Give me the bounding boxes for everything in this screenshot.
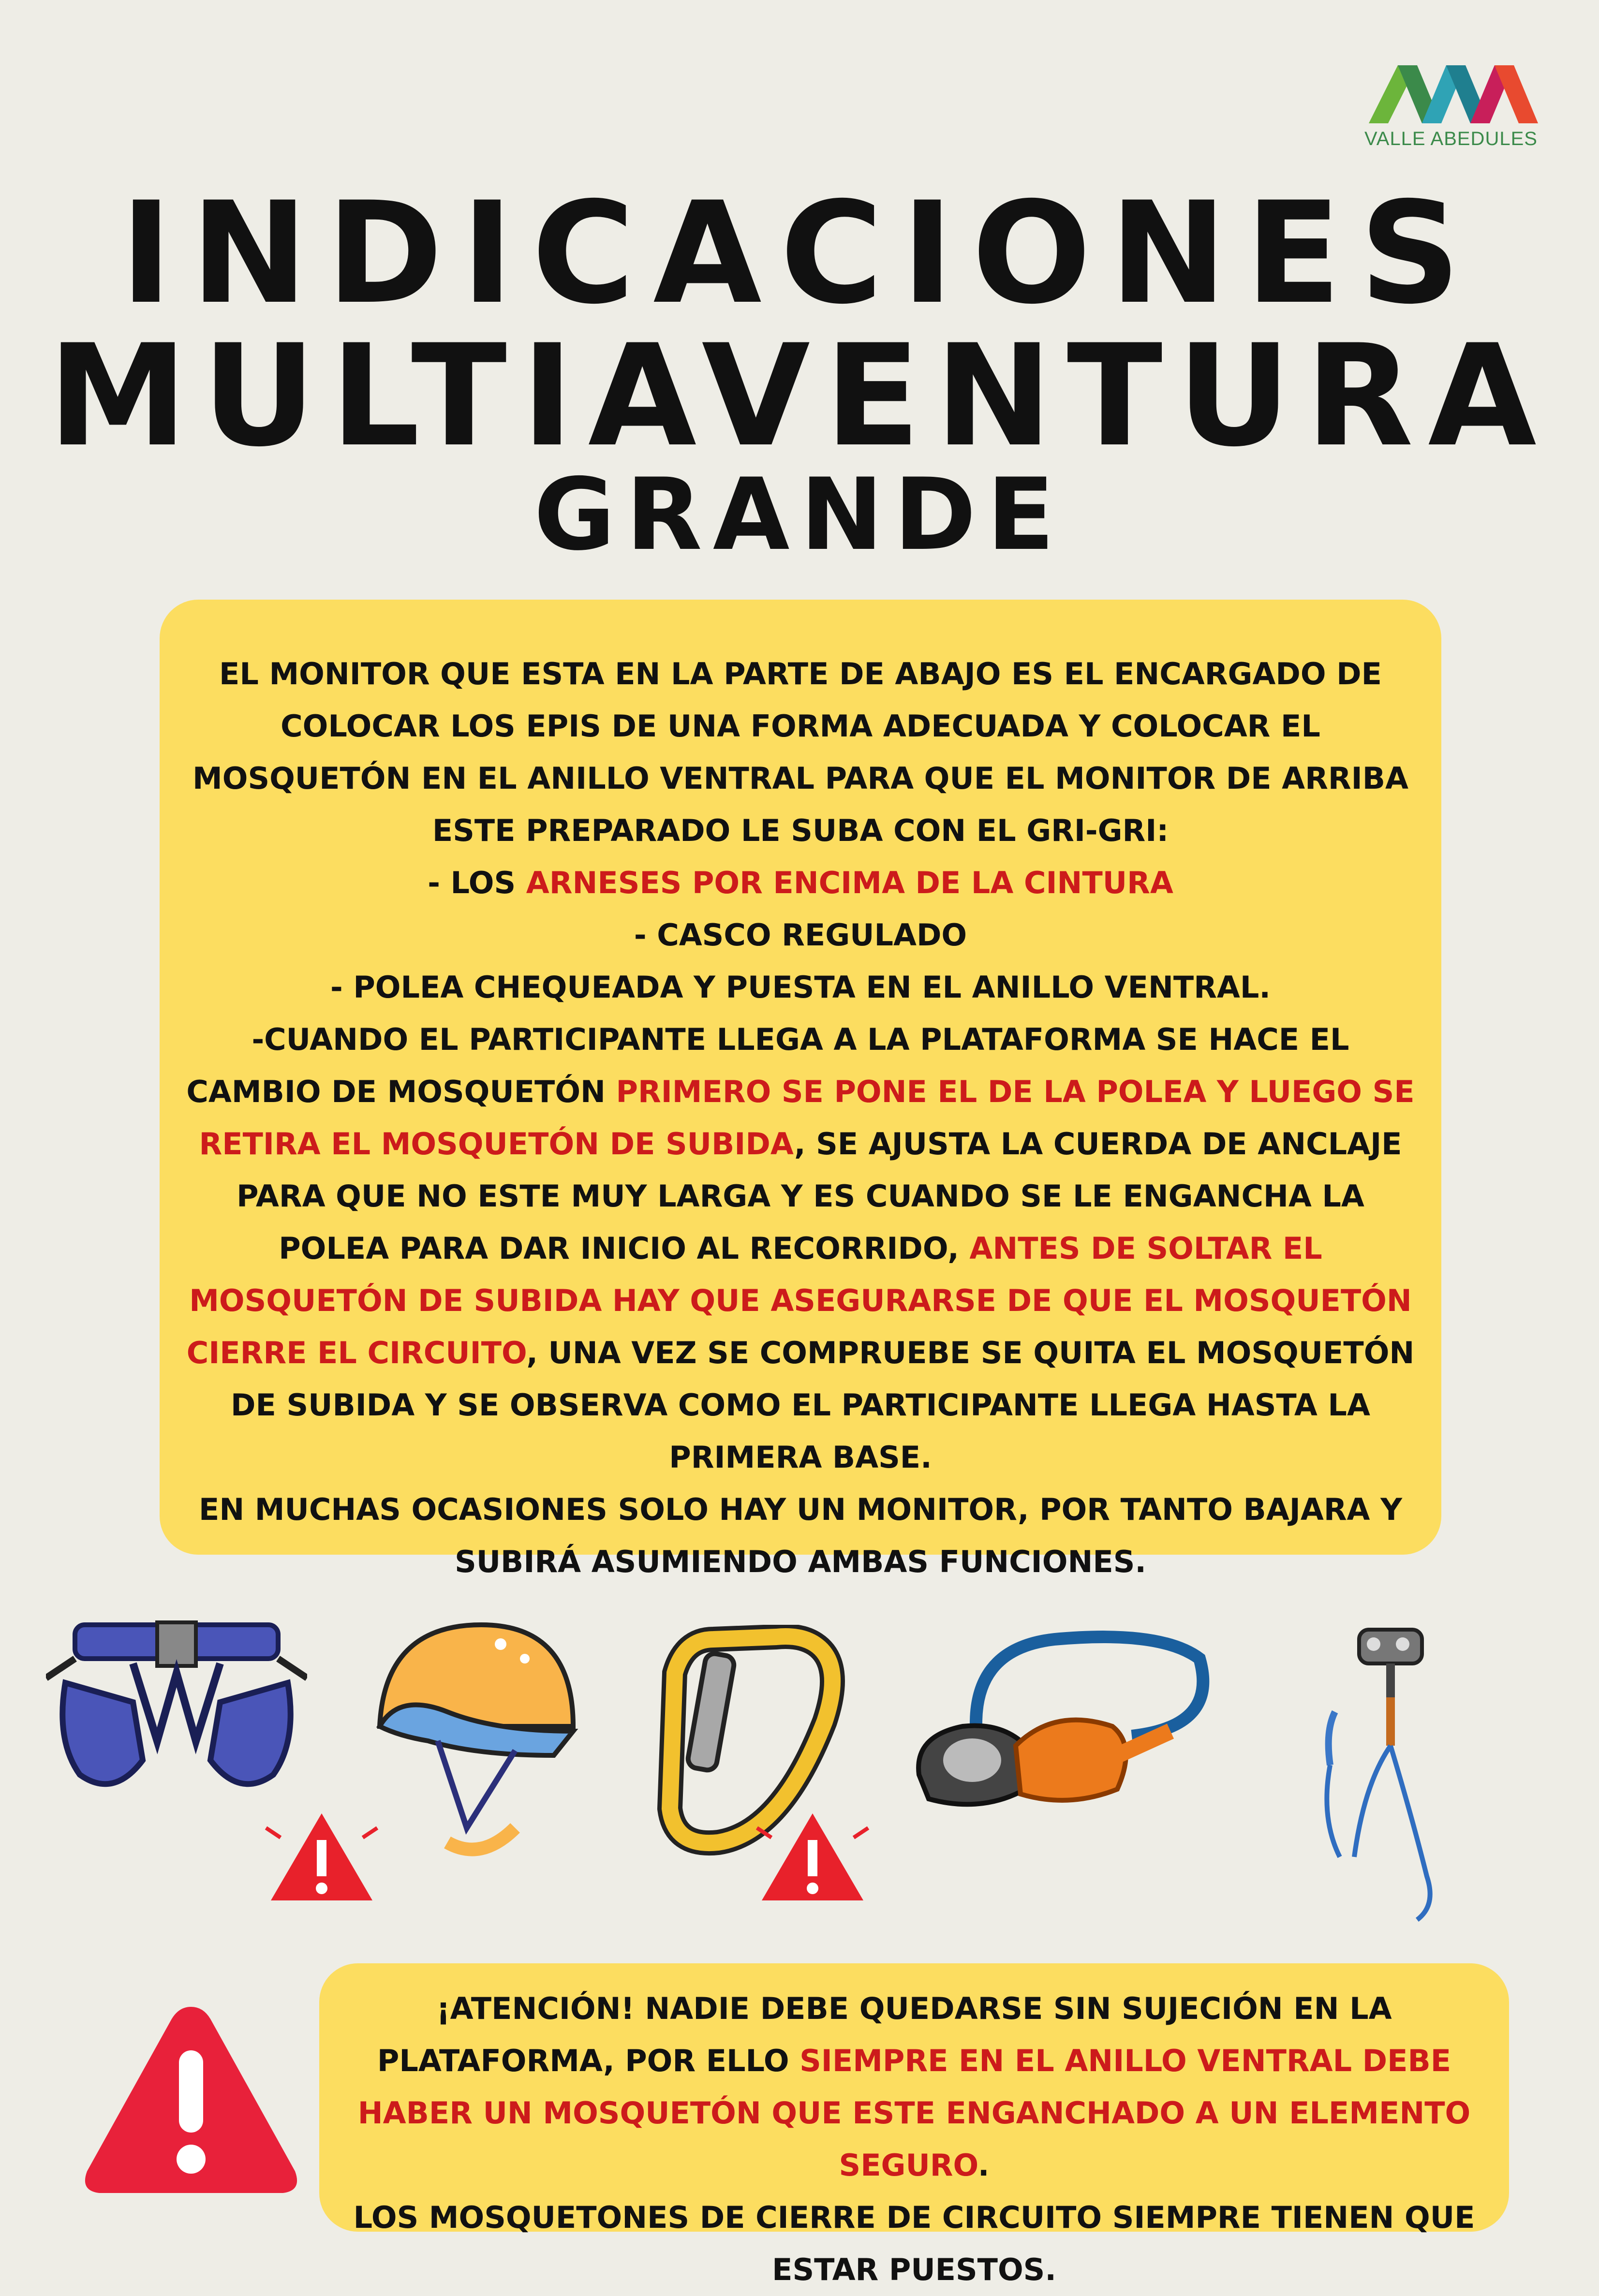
logo	[1359, 56, 1543, 152]
title-line-1: INDICACIONES	[120, 172, 1479, 335]
title-line-2: MULTIAVENTURA	[48, 315, 1551, 478]
platform-paragraph	[184, 1014, 1417, 1484]
intro-paragraph: EL MONITOR QUE ESTA EN LA PARTE DE ABAJO ES EL ENCARGADO DE COLOCAR LOS EPIS DE UNA FORMA ADECUADA Y COLOCAR EL MOSQUETÓN EN EL ANILLO VENTRAL PARA QUE EL MONITOR DE ARRIBA ESTE PREPARADO LE SUBA CON EL GRI-GRI:	[192, 656, 1408, 848]
instructions-text	[184, 648, 1417, 1588]
attention-text-b: .	[977, 2148, 990, 2183]
warning-icon	[747, 1799, 878, 1910]
title-line-3: GRANDE	[533, 457, 1066, 573]
bullet-pulley: - POLEA CHEQUEADA Y PUESTA EN EL ANILLO VENTRAL.	[330, 970, 1271, 1005]
grigri-icon	[909, 1630, 1219, 1833]
attention-box	[319, 1963, 1509, 2287]
bullet-helmet: - CASCO REGULADO	[634, 917, 967, 953]
circuit-carabiner-note: LOS MOSQUETONES DE CIERRE DE CIRCUITO SIEMPRE TIENEN QUE ESTAR PUESTOS.	[353, 2200, 1475, 2287]
attention-paragraph	[339, 1983, 1490, 2192]
platform-text-c: , UNA VEZ SE COMPRUEBE SE QUITA EL MOSQUETÓN DE SUBIDA Y SE OBSERVA COMO EL PARTICIPANTE LLEGA HASTA LA PRIMERA BASE.	[231, 1335, 1415, 1475]
instructions-box	[160, 600, 1441, 1579]
platform-text-b: , SE AJUSTA LA CUERDA DE ANCLAJE PARA QUE NO ESTE MUY LARGA Y ES CUANDO SE LE ENGANCHA LA POLEA PARA DAR INICIO AL RECORRIDO,	[237, 1126, 1402, 1266]
platform-highlight-2: ANTES DE SOLTAR EL MOSQUETÓN DE SUBIDA HAY QUE ASEGURARSE DE QUE EL MOSQUETÓN CIERRE EL CIRCUITO	[186, 1231, 1412, 1370]
bullet-harness-prefix: - LOS	[428, 865, 526, 900]
bullet-harness	[184, 857, 1417, 909]
attention-text-a: ¡ATENCIÓN! NADIE DEBE QUEDARSE SIN SUJECIÓN EN LA PLATAFORMA, POR ELLO	[377, 1991, 1392, 2078]
attention-text	[339, 1983, 1490, 2296]
single-monitor-paragraph: EN MUCHAS OCASIONES SOLO HAY UN MONITOR, POR TANTO BAJARA Y SUBIRÁ ASUMIENDO AMBAS FUNCIONES.	[198, 1492, 1403, 1579]
logo-text: VALLE ABEDULES	[1364, 128, 1538, 149]
warning-icon	[256, 1799, 387, 1910]
bullet-harness-highlight: ARNESES POR ENCIMA DE LA CINTURA	[526, 865, 1173, 900]
helmet-icon	[370, 1615, 588, 1867]
warning-icon	[80, 1997, 302, 2200]
platform-highlight-1: PRIMERO SE PONE EL DE LA POLEA Y LUEGO SE RETIRA EL MOSQUETÓN DE SUBIDA	[199, 1074, 1415, 1162]
platform-text-a: -CUANDO EL PARTICIPANTE LLEGA A LA PLATAFORMA SE HACE EL CAMBIO DE MOSQUETÓN	[186, 1022, 1349, 1109]
logo-mark-icon	[1359, 56, 1543, 128]
pulley-icon	[1306, 1625, 1466, 1925]
attention-highlight: SIEMPRE EN EL ANILLO VENTRAL DEBE HABER UN MOSQUETÓN QUE ESTE ENGANCHADO A UN ELEMENTO SEGURO	[357, 2043, 1471, 2183]
